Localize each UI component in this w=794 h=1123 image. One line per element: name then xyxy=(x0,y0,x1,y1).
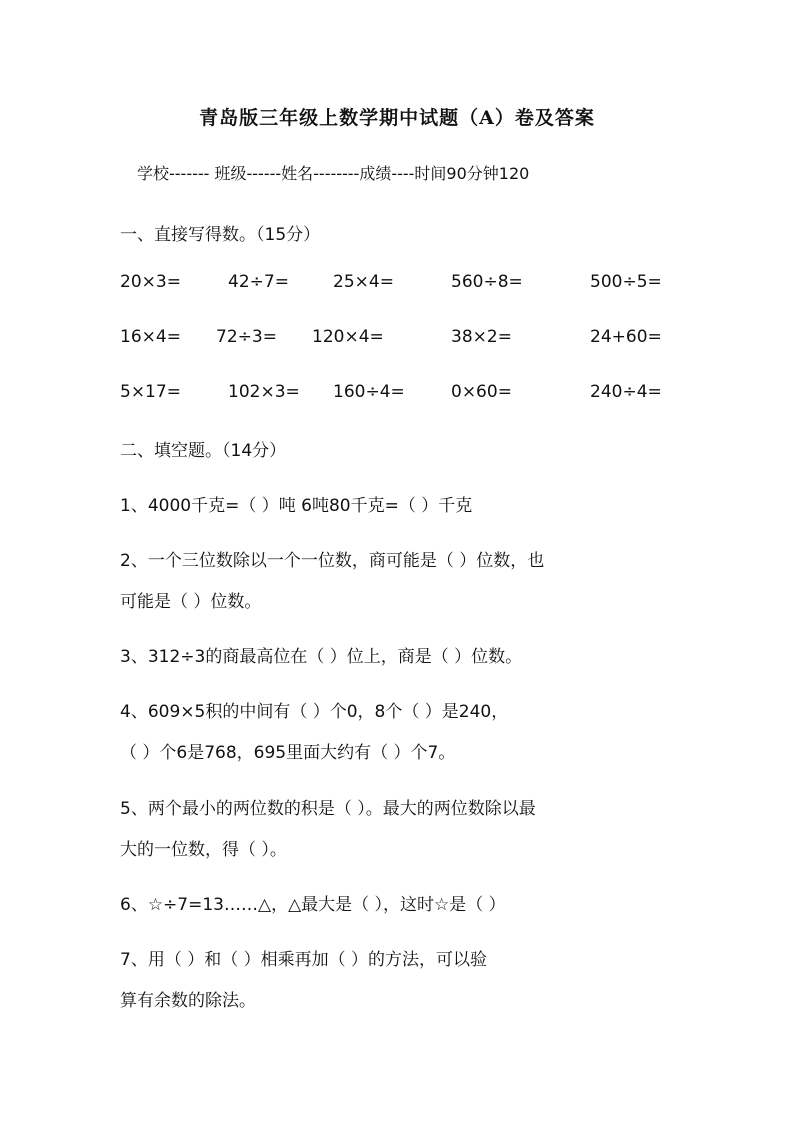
student-info-line: 学校------- 班级------姓名--------成绩----时间90分钟120 xyxy=(137,164,530,183)
calc-item: 16×4= xyxy=(120,327,181,347)
calc-item: 560÷8= xyxy=(451,272,523,292)
question-7-line2: 算有余数的除法。 xyxy=(120,991,256,1011)
question-6: 6、☆÷7=13……△，△最大是（ ），这时☆是（ ） xyxy=(120,895,506,915)
question-4-line1: 4、609×5积的中间有（ ）个0，8个（ ）是240， xyxy=(120,702,509,722)
question-5-line2: 大的一位数，得（ ）。 xyxy=(120,840,287,860)
calc-item: 5×17= xyxy=(120,382,181,402)
calc-item: 25×4= xyxy=(333,272,394,292)
calc-item: 500÷5= xyxy=(590,272,662,292)
calc-item: 240÷4= xyxy=(590,382,662,402)
section2-heading: 二、填空题。（14分） xyxy=(120,441,287,461)
question-7-line1: 7、用（ ）和（ ）相乘再加（ ）的方法，可以验 xyxy=(120,950,488,970)
question-2-line1: 2、一个三位数除以一个一位数，商可能是（ ）位数，也 xyxy=(120,551,545,571)
calc-item: 102×3= xyxy=(228,382,300,402)
calc-item: 120×4= xyxy=(312,327,384,347)
section1-heading: 一、直接写得数。（15分） xyxy=(120,225,321,245)
question-4-line2: （ ）个6是768，695里面大约有（ ）个7。 xyxy=(120,743,456,763)
calc-item: 24+60= xyxy=(590,327,662,347)
question-2-line2: 可能是（ ）位数。 xyxy=(120,592,262,612)
calc-item: 38×2= xyxy=(451,327,512,347)
calc-item: 20×3= xyxy=(120,272,181,292)
question-1: 1、4000千克=（ ）吨 6吨80千克=（ ）千克 xyxy=(120,496,473,516)
calc-item: 72÷3= xyxy=(216,327,277,347)
calc-item: 160÷4= xyxy=(333,382,405,402)
question-3: 3、312÷3的商最高位在（ ）位上，商是（ ）位数。 xyxy=(120,647,523,667)
page-title: 青岛版三年级上数学期中试题（A）卷及答案 xyxy=(199,107,595,129)
calc-item: 42÷7= xyxy=(228,272,289,292)
calc-item: 0×60= xyxy=(451,382,512,402)
question-5-line1: 5、两个最小的两位数的积是（ ）。最大的两位数除以最 xyxy=(120,799,536,819)
